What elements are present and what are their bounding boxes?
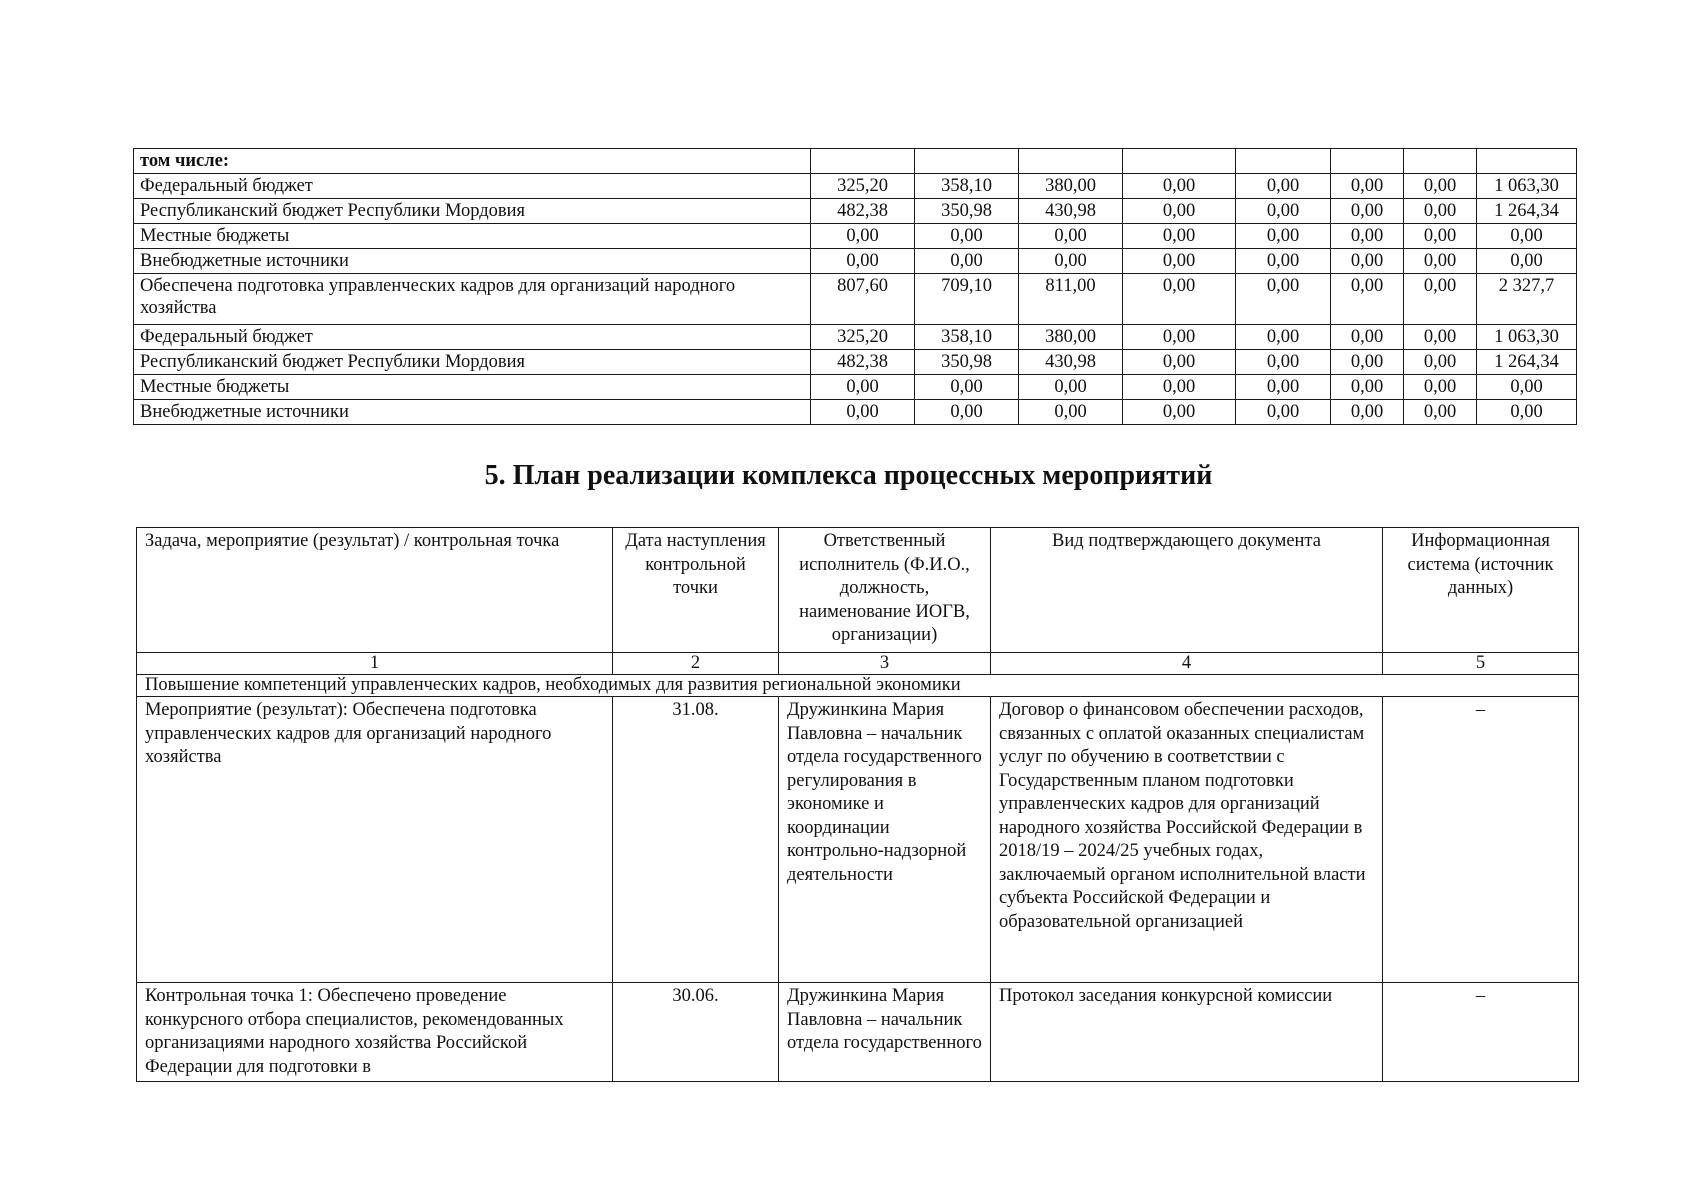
header-document: Вид подтверждающего документа (991, 528, 1383, 653)
financing-value: 0,00 (1477, 224, 1577, 249)
financing-value: 0,00 (1123, 249, 1236, 274)
financing-table (133, 148, 1577, 425)
plan-row-checkpoint (137, 983, 1579, 1082)
financing-row (134, 375, 1577, 400)
financing-value: 325,20 (811, 174, 915, 199)
financing-value: 482,38 (811, 199, 915, 224)
financing-value: 380,00 (1019, 325, 1123, 350)
financing-value (1236, 149, 1331, 174)
financing-value: 358,10 (915, 325, 1019, 350)
financing-value: 0,00 (1331, 400, 1404, 425)
financing-value: 0,00 (1123, 325, 1236, 350)
financing-value: 0,00 (1236, 325, 1331, 350)
financing-value: 430,98 (1019, 199, 1123, 224)
financing-value: 350,98 (915, 350, 1019, 375)
checkpoint-task-cell (137, 983, 613, 1082)
financing-value: 0,00 (1331, 174, 1404, 199)
header-responsible: Ответственный исполнитель (Ф.И.О., должность, наименование ИОГВ, организации) (779, 528, 991, 653)
column-number-row (137, 653, 1579, 675)
financing-value: 811,00 (1019, 274, 1123, 325)
financing-value: 0,00 (1019, 400, 1123, 425)
financing-value: 0,00 (1123, 375, 1236, 400)
header-system: Информационная система (источник данных) (1383, 528, 1579, 653)
financing-row-label: Республиканский бюджет Республики Мордовия (134, 350, 811, 375)
financing-value: 0,00 (1123, 350, 1236, 375)
column-number: 5 (1383, 653, 1579, 675)
event-task: Мероприятие (результат): Обеспечена подготовка управленческих кадров для организаций народного хозяйства (137, 697, 613, 983)
financing-value: 807,60 (811, 274, 915, 325)
financing-value: 0,00 (1123, 224, 1236, 249)
financing-value: 0,00 (811, 224, 915, 249)
financing-value: 0,00 (1236, 224, 1331, 249)
financing-value: 0,00 (1404, 325, 1477, 350)
financing-value: 0,00 (1236, 249, 1331, 274)
financing-value: 0,00 (1404, 249, 1477, 274)
plan-row-event (137, 697, 1579, 983)
financing-value: 0,00 (1236, 350, 1331, 375)
financing-value: 0,00 (1019, 375, 1123, 400)
checkpoint-date: 30.06. (672, 986, 719, 1006)
financing-value: 0,00 (1404, 174, 1477, 199)
financing-value: 0,00 (1331, 249, 1404, 274)
financing-value: 430,98 (1019, 350, 1123, 375)
financing-row-label: Внебюджетные источники (134, 249, 811, 274)
financing-row-label: Федеральный бюджет (134, 325, 811, 350)
checkpoint-responsible-cell (779, 983, 991, 1082)
financing-value: 380,00 (1019, 174, 1123, 199)
financing-value: 0,00 (1331, 199, 1404, 224)
financing-value: 482,38 (811, 350, 915, 375)
financing-value: 0,00 (811, 249, 915, 274)
checkpoint-document: Протокол заседания конкурсной комиссии (999, 986, 1333, 1006)
column-number: 4 (991, 653, 1383, 675)
financing-value: 0,00 (1123, 274, 1236, 325)
financing-value: 0,00 (1404, 199, 1477, 224)
task-title: Повышение компетенций управленческих кадров, необходимых для развития региональной экономики (137, 675, 1579, 697)
financing-value (1404, 149, 1477, 174)
financing-row (134, 174, 1577, 199)
financing-value (915, 149, 1019, 174)
financing-value (1123, 149, 1236, 174)
financing-value: 0,00 (1236, 274, 1331, 325)
financing-value: 0,00 (1404, 375, 1477, 400)
section-title: 5. План реализации комплекса процессных мероприятий (484, 460, 1213, 491)
financing-value: 0,00 (1123, 174, 1236, 199)
financing-row-label: Внебюджетные источники (134, 400, 811, 425)
financing-table-body (134, 149, 1577, 425)
financing-value: 0,00 (915, 249, 1019, 274)
financing-row (134, 149, 1577, 174)
financing-value (811, 149, 915, 174)
plan-table (136, 527, 1579, 1082)
financing-value: 0,00 (1236, 174, 1331, 199)
financing-value: 0,00 (1331, 325, 1404, 350)
event-date: 31.08. (613, 697, 779, 983)
financing-value: 0,00 (1477, 249, 1577, 274)
financing-value: 325,20 (811, 325, 915, 350)
checkpoint-date-cell (613, 983, 779, 1082)
checkpoint-document-cell (991, 983, 1383, 1082)
task-title-row (137, 675, 1579, 697)
financing-value: 0,00 (1404, 350, 1477, 375)
financing-value: 0,00 (1236, 400, 1331, 425)
financing-row-label: Республиканский бюджет Республики Мордовия (134, 199, 811, 224)
financing-row-label: Федеральный бюджет (134, 174, 811, 199)
financing-value: 0,00 (1404, 224, 1477, 249)
checkpoint-system: – (1475, 986, 1486, 1006)
financing-row-label: Местные бюджеты (134, 375, 811, 400)
financing-value: 358,10 (915, 174, 1019, 199)
financing-value: 0,00 (1331, 224, 1404, 249)
financing-row (134, 400, 1577, 425)
event-system: – (1383, 697, 1579, 983)
financing-value: 0,00 (915, 375, 1019, 400)
financing-value: 0,00 (1477, 375, 1577, 400)
event-responsible: Дружинкина Мария Павловна – начальник отдела государственного регулирования в экономике и координации контрольно-надзорной деятельности (779, 697, 991, 983)
financing-value: 350,98 (915, 199, 1019, 224)
financing-value: 0,00 (915, 400, 1019, 425)
financing-row-label: Местные бюджеты (134, 224, 811, 249)
financing-value: 2 327,7 (1477, 274, 1577, 325)
financing-row (134, 350, 1577, 375)
checkpoint-task: Контрольная точка 1: Обеспечено проведение конкурсного отбора специалистов, рекомендованных организациями народного хозяйства Российской Федерации для подготовки в (145, 986, 564, 1077)
financing-row (134, 199, 1577, 224)
financing-value: 0,00 (1331, 274, 1404, 325)
financing-value: 0,00 (915, 224, 1019, 249)
financing-value: 1 063,30 (1477, 325, 1577, 350)
financing-row-label: том числе: (134, 149, 811, 174)
column-number: 1 (137, 653, 613, 675)
financing-value: 0,00 (1123, 400, 1236, 425)
financing-value: 0,00 (1477, 400, 1577, 425)
plan-header-row (137, 528, 1579, 653)
financing-value: 0,00 (1123, 199, 1236, 224)
checkpoint-responsible: Дружинкина Мария Павловна – начальник отдела государственного (787, 986, 982, 1053)
financing-value: 709,10 (915, 274, 1019, 325)
financing-value: 0,00 (1019, 224, 1123, 249)
financing-value: 0,00 (1019, 249, 1123, 274)
financing-value: 0,00 (1404, 400, 1477, 425)
financing-value: 1 063,30 (1477, 174, 1577, 199)
column-number: 2 (613, 653, 779, 675)
financing-value: 0,00 (811, 375, 915, 400)
event-document: Договор о финансовом обеспечении расходов, связанных с оплатой оказанных специалистам услуг по обучению в соответствии с Государственным планом подготовки управленческих кадров для организаций народного хозяйства Российской Федерации в 2018/19 – 2024/25 учебных годах, заключаемый органом исполнительной власти субъекта Российской Федерации и образовательной организацией (991, 697, 1383, 983)
financing-value: 0,00 (1404, 274, 1477, 325)
column-number: 3 (779, 653, 991, 675)
financing-row (134, 224, 1577, 249)
financing-value: 1 264,34 (1477, 350, 1577, 375)
financing-value: 0,00 (1331, 375, 1404, 400)
financing-row (134, 274, 1577, 325)
financing-value (1331, 149, 1404, 174)
header-date: Дата наступления контрольной точки (613, 528, 779, 653)
financing-value: 0,00 (1236, 375, 1331, 400)
financing-value: 0,00 (1236, 199, 1331, 224)
checkpoint-system-cell (1383, 983, 1579, 1082)
financing-value: 0,00 (811, 400, 915, 425)
financing-row (134, 249, 1577, 274)
financing-row (134, 325, 1577, 350)
financing-value (1019, 149, 1123, 174)
financing-value: 1 264,34 (1477, 199, 1577, 224)
financing-value (1477, 149, 1577, 174)
header-task: Задача, мероприятие (результат) / контрольная точка (137, 528, 613, 653)
financing-row-label: Обеспечена подготовка управленческих кадров для организаций народного хозяйства (134, 274, 811, 325)
financing-value: 0,00 (1331, 350, 1404, 375)
